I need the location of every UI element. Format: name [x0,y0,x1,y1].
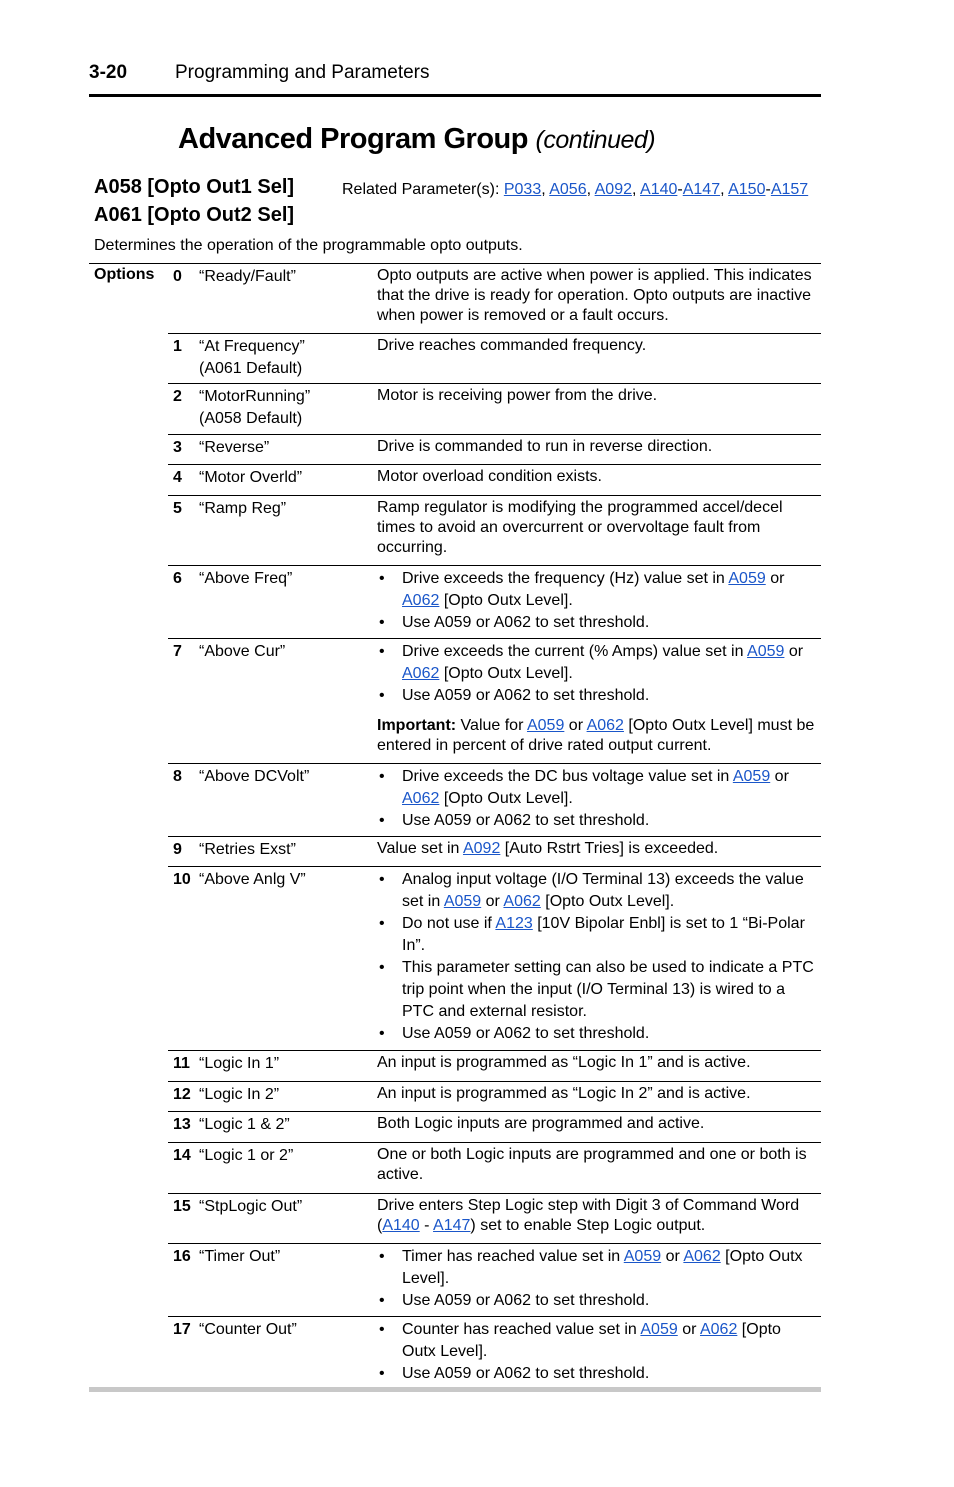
bullet-item: • Use A059 or A062 to set threshold. [377,1023,817,1045]
param-link-a140[interactable]: A140 [382,1217,420,1234]
options-label: Options [94,266,155,283]
param-link-p033[interactable]: P033 [503,181,542,198]
param-link-a059[interactable]: A059 [728,570,766,587]
bullet-list [377,1246,817,1312]
bullet-item: • Use A059 or A062 to set threshold. [377,810,817,832]
option-row-1 [168,334,821,384]
bullet-item: • Use A059 or A062 to set threshold. [377,1290,817,1312]
option-label [199,1319,297,1341]
option-description: Drive reaches commanded frequency. [377,337,647,354]
option-name: “Above Anlg V” [199,871,306,888]
related-label: Related Parameter(s): [342,181,500,198]
param-link-a147[interactable]: A147 [433,1217,471,1234]
option-name: “Logic 1 & 2” [199,1116,290,1133]
bullet-list [377,568,817,634]
param-link-a059[interactable]: A059 [443,893,482,910]
option-row-8 [168,764,821,837]
option-number: 16 [173,1248,191,1265]
parameter-description: Determines the operation of the programmable opto outputs. [94,237,523,254]
option-label [199,1053,279,1075]
option-description [377,766,817,832]
option-label [199,386,310,430]
option-name: “Counter Out” [199,1321,297,1338]
option-number: 3 [173,439,182,456]
param-link-a157[interactable]: A157 [770,181,809,198]
param-link-a059[interactable]: A059 [732,768,771,785]
option-name: “Ready/Fault” [199,268,296,285]
option-number: 9 [173,841,182,858]
option-label [199,1084,279,1106]
bullet-item: • This parameter setting can also be used to indicate a PTC trip point when the input (I/O Terminal 13) is wired to a PTC and external resistor. [377,957,817,1023]
option-number: 5 [173,500,182,517]
option-number: 11 [173,1055,190,1072]
param-link-a062[interactable]: A062 [402,592,440,609]
option-number: 8 [173,768,182,785]
option-row-3 [168,435,821,465]
bullet-item: • Use A059 or A062 to set threshold. [377,612,817,634]
option-name: “MotorRunning” [199,388,311,405]
option-description [377,1246,817,1312]
option-description [377,641,817,756]
option-name: “StpLogic Out” [199,1198,303,1215]
option-default-note: (A061 Default) [199,360,303,377]
bullet-item: • Use A059 or A062 to set threshold. [377,685,817,707]
option-description: Opto outputs are active when power is applied. This indicates that the drive is ready for operation. Opto outputs are inactive when power is removed or a fault occurs. [377,267,812,324]
option-number: 7 [173,643,182,660]
param-link-a147[interactable]: A147 [682,181,721,198]
option-number: 14 [173,1147,191,1164]
param-link-a059[interactable]: A059 [640,1321,678,1338]
param-link-a056[interactable]: A056 [549,181,587,198]
option-name: “Timer Out” [199,1248,281,1265]
important-note: Important: Value for A059 or A062 [Opto Outx Level] must be entered in percent of drive rated output current. [377,717,815,754]
option-name: “Logic In 2” [199,1086,280,1103]
option-row-13 [168,1112,821,1143]
option-label [199,1145,293,1167]
option-row-10 [168,867,821,1051]
option-label [199,467,302,489]
option-row-6 [168,566,821,639]
bullet-item: • Do not use if A123 [10V Bipolar Enbl] is set to 1 “Bi-Polar In”. [377,913,817,957]
option-number: 10 [173,871,191,888]
option-row-17 [168,1317,821,1387]
option-row-7 [168,639,821,764]
param-link-a062[interactable]: A062 [402,665,440,682]
option-row-9 [168,837,821,867]
option-number: 1 [173,338,182,355]
bullet-item: • Drive exceeds the frequency (Hz) value set in A059 or A062 [Opto Outx Level]. [377,568,817,612]
option-number: 4 [173,469,182,486]
param-link-a062[interactable]: A062 [402,790,440,807]
option-number: 6 [173,570,182,587]
param-link-a062[interactable]: A062 [586,717,624,734]
option-number: 0 [173,268,182,285]
param-name-a061: A061 [Opto Out2 Sel] [94,204,295,226]
option-description: One or both Logic inputs are programmed and one or both is active. [377,1146,807,1183]
option-number: 17 [173,1321,191,1338]
page-number: 3-20 [89,62,128,83]
param-link-a062[interactable]: A062 [503,893,541,910]
option-description [377,1319,817,1385]
option-row-14 [168,1143,821,1194]
page-title-continued: (continued) [535,126,656,154]
bullet-list [377,869,817,1045]
bullet-item: • Counter has reached value set in A059 or A062 [Opto Outx Level]. [377,1319,817,1363]
param-link-a123[interactable]: A123 [495,915,533,932]
related-links: P033, A056, A092, A140-A147, A150-A157 [503,181,809,198]
option-name: “Above Freq” [199,570,293,587]
option-row-16 [168,1244,821,1317]
option-name: “At Frequency” [199,338,305,355]
option-number: 2 [173,388,182,405]
option-name: “Ramp Reg” [199,500,287,517]
option-number: 13 [173,1116,191,1133]
option-label [199,766,309,788]
option-label [199,336,305,380]
option-label [199,641,285,663]
option-label [199,266,296,288]
option-description: An input is programmed as “Logic In 1” and is active. [377,1054,751,1071]
option-label [199,437,269,459]
param-link-a092[interactable]: A092 [462,840,501,857]
param-link-a140[interactable]: A140 [640,181,678,198]
option-name: “Motor Overld” [199,469,303,486]
related-parameters [342,181,808,199]
option-description: Motor overload condition exists. [377,468,602,485]
bullet-list [377,766,817,832]
option-label [199,498,286,520]
option-name: “Reverse” [199,439,270,456]
header-rule [89,94,821,97]
option-label [199,869,306,891]
option-row-12 [168,1082,821,1112]
option-row-4 [168,465,821,496]
bullet-list [377,1319,817,1385]
option-description [377,568,817,634]
param-link-a092[interactable]: A092 [594,181,632,198]
page-title [178,123,655,156]
option-label [199,1196,302,1218]
option-name: “Logic In 1” [199,1055,280,1072]
option-label [199,839,296,861]
option-name: “Logic 1 or 2” [199,1147,294,1164]
param-link-a062[interactable]: A062 [683,1248,721,1265]
option-number: 15 [173,1198,191,1215]
option-description: An input is programmed as “Logic In 2” and is active. [377,1085,751,1102]
option-description: Motor is receiving power from the drive. [377,387,658,404]
option-description: Both Logic inputs are programmed and active. [377,1115,705,1132]
option-name: “Retries Exst” [199,841,296,858]
param-link-a062[interactable]: A062 [699,1321,738,1338]
param-link-a150[interactable]: A150 [728,181,766,198]
option-row-0 [168,264,821,334]
option-label [199,568,292,590]
option-description: Value set in A092 [Auto Rstrt Tries] is exceeded. [377,840,719,857]
option-name: “Above DCVolt” [199,768,310,785]
param-link-a059[interactable]: A059 [623,1248,662,1265]
option-row-2 [168,384,821,435]
option-row-11 [168,1051,821,1082]
option-row-5 [168,496,821,566]
option-number: 12 [173,1086,191,1103]
bullet-list [377,641,817,707]
option-label [199,1114,290,1136]
bullet-item: • Use A059 or A062 to set threshold. [377,1363,817,1385]
bullet-item: • Timer has reached value set in A059 or A062 [Opto Outx Level]. [377,1246,817,1290]
bullet-item: • Analog input voltage (I/O Terminal 13) exceeds the value set in A059 or A062 [Opto Outx Level]. [377,869,817,913]
param-link-a059[interactable]: A059 [747,643,785,660]
option-row-15 [168,1194,821,1244]
option-description: Ramp regulator is modifying the programmed accel/decel times to avoid an overcurrent or overvoltage fault from occurring. [377,499,783,556]
param-link-a059[interactable]: A059 [526,717,565,734]
option-description: Drive is commanded to run in reverse direction. [377,438,713,455]
option-description: Drive enters Step Logic step with Digit 3 of Command Word (A140 - A147) set to enable Step Logic output. [377,1197,800,1234]
option-name: “Above Cur” [199,643,286,660]
bullet-item: • Drive exceeds the current (% Amps) value set in A059 or A062 [Opto Outx Level]. [377,641,817,685]
important-label: Important: [377,717,457,734]
section-title: Programming and Parameters [175,62,430,83]
option-default-note: (A058 Default) [199,410,303,427]
option-label [199,1246,280,1268]
bullet-item: • Drive exceeds the DC bus voltage value set in A059 or A062 [Opto Outx Level]. [377,766,817,810]
page-title-main: Advanced Program Group [178,123,528,155]
option-description [377,869,817,1045]
param-name-a058: A058 [Opto Out1 Sel] [94,176,295,198]
bottom-rule [89,1387,821,1392]
